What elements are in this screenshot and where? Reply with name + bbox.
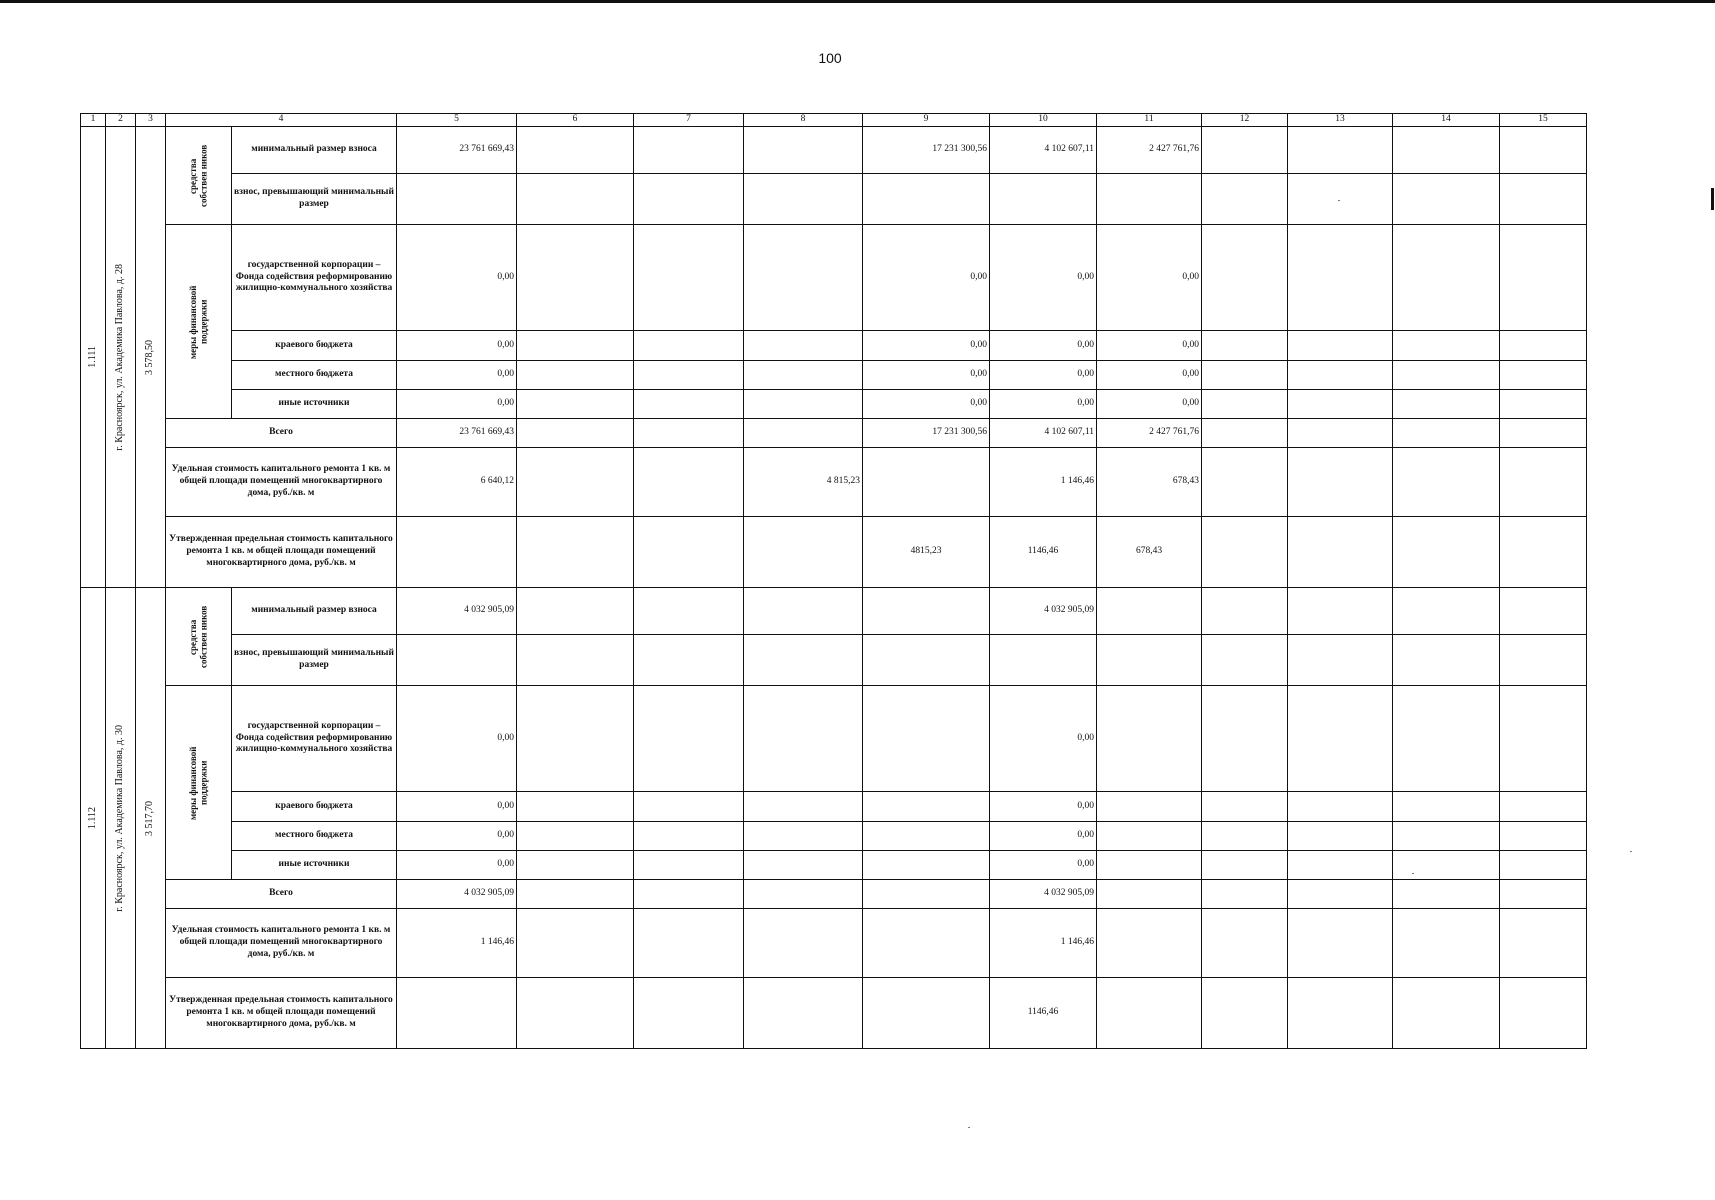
table-row xyxy=(81,851,1587,880)
col-header: 13 xyxy=(1288,114,1393,127)
value-cell: 0,00 xyxy=(397,390,517,419)
scan-speck xyxy=(968,1127,970,1128)
table-row xyxy=(81,792,1587,822)
value-cell: 0,00 xyxy=(1097,390,1202,419)
value-cell: 0,00 xyxy=(397,361,517,390)
row-id-cell xyxy=(81,588,106,1049)
value-cell: 0,00 xyxy=(990,686,1097,792)
value-cell: 4 032 905,09 xyxy=(990,588,1097,635)
row-label: краевого бюджета xyxy=(232,792,397,822)
area-cell xyxy=(136,127,166,588)
value-cell: 1 146,46 xyxy=(990,909,1097,978)
value-cell: 0,00 xyxy=(990,361,1097,390)
value-cell: 0,00 xyxy=(863,225,990,331)
row-label: Утвержденная предельная стоимость капитального ремонта 1 кв. м общей площади помещений многоквартирного дома, руб./кв. м xyxy=(166,517,397,588)
table-row xyxy=(81,686,1587,792)
row-id: 1.111 xyxy=(86,346,98,368)
value-cell: 0,00 xyxy=(990,851,1097,880)
area-cell xyxy=(136,588,166,1049)
value-cell: 0,00 xyxy=(990,822,1097,851)
row-label: государственной корпорации – Фонда содействия реформированию жилищно-коммунального хозяйства xyxy=(232,686,397,792)
row-label: иные источники xyxy=(232,851,397,880)
row-label: краевого бюджета xyxy=(232,331,397,361)
value-cell: 0,00 xyxy=(1097,361,1202,390)
group-cell xyxy=(166,127,232,225)
row-label: Удельная стоимость капитального ремонта 1 кв. м общей площади помещений многоквартирного дома, руб./кв. м xyxy=(166,909,397,978)
value-cell: 0,00 xyxy=(397,225,517,331)
value-cell: 0,00 xyxy=(397,792,517,822)
row-label: иные источники xyxy=(232,390,397,419)
col-header: 15 xyxy=(1500,114,1587,127)
table-row xyxy=(81,635,1587,686)
value-cell: 4 032 905,09 xyxy=(990,880,1097,909)
row-label: Удельная стоимость капитального ремонта 1 кв. м общей площади помещений многоквартирного дома, руб./кв. м xyxy=(166,448,397,517)
value-cell: 678,43 xyxy=(1097,448,1202,517)
row-label: местного бюджета xyxy=(232,822,397,851)
col-header: 3 xyxy=(136,114,166,127)
col-header: 12 xyxy=(1202,114,1288,127)
value-cell: 4 032 905,09 xyxy=(397,588,517,635)
table-row xyxy=(81,390,1587,419)
value-cell: 4 032 905,09 xyxy=(397,880,517,909)
value-cell: 17 231 300,56 xyxy=(863,127,990,174)
table-row xyxy=(81,419,1587,448)
value-cell: 0,00 xyxy=(397,851,517,880)
value-cell: 2 427 761,76 xyxy=(1097,419,1202,448)
row-label: взнос, превышающий минимальный размер xyxy=(232,635,397,686)
table-row xyxy=(81,448,1587,517)
value-cell: 0,00 xyxy=(990,225,1097,331)
row-id: 1.112 xyxy=(86,806,98,830)
value-cell: 4 815,23 xyxy=(744,448,863,517)
group-cell xyxy=(166,686,232,880)
value-cell: 4815,23 xyxy=(863,517,990,588)
group-label-support-measures: меры финансовой поддержки xyxy=(188,284,209,359)
col-header: 10 xyxy=(990,114,1097,127)
row-label-total: Всего xyxy=(166,419,397,448)
table-row xyxy=(81,909,1587,978)
value-cell: 0,00 xyxy=(863,331,990,361)
table-row xyxy=(81,361,1587,390)
row-label: минимальный размер взноса xyxy=(232,588,397,635)
table-row xyxy=(81,517,1587,588)
value-cell: 0,00 xyxy=(990,792,1097,822)
col-header: 1 xyxy=(81,114,106,127)
col-header: 6 xyxy=(517,114,634,127)
value-cell: 0,00 xyxy=(990,331,1097,361)
row-id-cell xyxy=(81,127,106,588)
group-label-support-measures: меры финансовой поддержки xyxy=(188,745,209,820)
col-header: 8 xyxy=(744,114,863,127)
value-cell: 23 761 669,43 xyxy=(397,419,517,448)
value-cell: 1146,46 xyxy=(990,978,1097,1049)
group-label-owners-funds: средства собствен ников xyxy=(188,144,209,207)
area: 3 578,50 xyxy=(144,339,156,375)
value-cell: 1 146,46 xyxy=(990,448,1097,517)
col-header: 7 xyxy=(634,114,744,127)
col-header: 2 xyxy=(106,114,136,127)
col-header: 11 xyxy=(1097,114,1202,127)
group-cell xyxy=(166,588,232,686)
row-label: государственной корпорации – Фонда содействия реформированию жилищно-коммунального хозяйства xyxy=(232,225,397,331)
table-row xyxy=(81,822,1587,851)
address-cell xyxy=(106,127,136,588)
page-number: 100 xyxy=(818,50,842,66)
table-row xyxy=(81,331,1587,361)
value-cell: 17 231 300,56 xyxy=(863,419,990,448)
col-header: 9 xyxy=(863,114,990,127)
value-cell: 0,00 xyxy=(397,331,517,361)
value-cell: 4 102 607,11 xyxy=(990,419,1097,448)
address: г. Красноярск, ул. Академика Павлова, д. 28 xyxy=(114,263,126,451)
col-header: 14 xyxy=(1393,114,1500,127)
top-border-rule xyxy=(0,0,1715,3)
group-cell xyxy=(166,225,232,419)
capital-repair-table xyxy=(80,113,1587,1049)
col-header: 5 xyxy=(397,114,517,127)
table-row xyxy=(81,880,1587,909)
group-label-owners-funds: средства собствен ников xyxy=(188,605,209,668)
row-label-total: Всего xyxy=(166,880,397,909)
value-cell: 0,00 xyxy=(397,686,517,792)
value-cell: 2 427 761,76 xyxy=(1097,127,1202,174)
value-cell: 0,00 xyxy=(1097,225,1202,331)
area: 3 517,70 xyxy=(144,800,156,836)
margin-mark xyxy=(1711,188,1714,210)
value-cell: 1 146,46 xyxy=(397,909,517,978)
row-label: взнос, превышающий минимальный размер xyxy=(232,174,397,225)
value-cell: 678,43 xyxy=(1097,517,1202,588)
value-cell: 0,00 xyxy=(863,390,990,419)
table-row xyxy=(81,978,1587,1049)
table-row xyxy=(81,174,1587,225)
column-number-header-row xyxy=(81,114,1587,127)
value-cell: 23 761 669,43 xyxy=(397,127,517,174)
address-cell xyxy=(106,588,136,1049)
value-cell: 0,00 xyxy=(863,361,990,390)
value-cell: 0,00 xyxy=(397,822,517,851)
value-cell: 6 640,12 xyxy=(397,448,517,517)
value-cell: 1146,46 xyxy=(990,517,1097,588)
table-row xyxy=(81,588,1587,635)
row-label: местного бюджета xyxy=(232,361,397,390)
value-cell: 4 102 607,11 xyxy=(990,127,1097,174)
table-row xyxy=(81,127,1587,174)
value-cell: 0,00 xyxy=(1097,331,1202,361)
value-cell: 0,00 xyxy=(990,390,1097,419)
address: г. Красноярск, ул. Академика Павлова, д. 30 xyxy=(114,724,126,912)
scan-speck xyxy=(1630,851,1632,852)
row-label: Утвержденная предельная стоимость капитального ремонта 1 кв. м общей площади помещений многоквартирного дома, руб./кв. м xyxy=(166,978,397,1049)
table-row xyxy=(81,225,1587,331)
col-header: 4 xyxy=(166,114,397,127)
row-label: минимальный размер взноса xyxy=(232,127,397,174)
